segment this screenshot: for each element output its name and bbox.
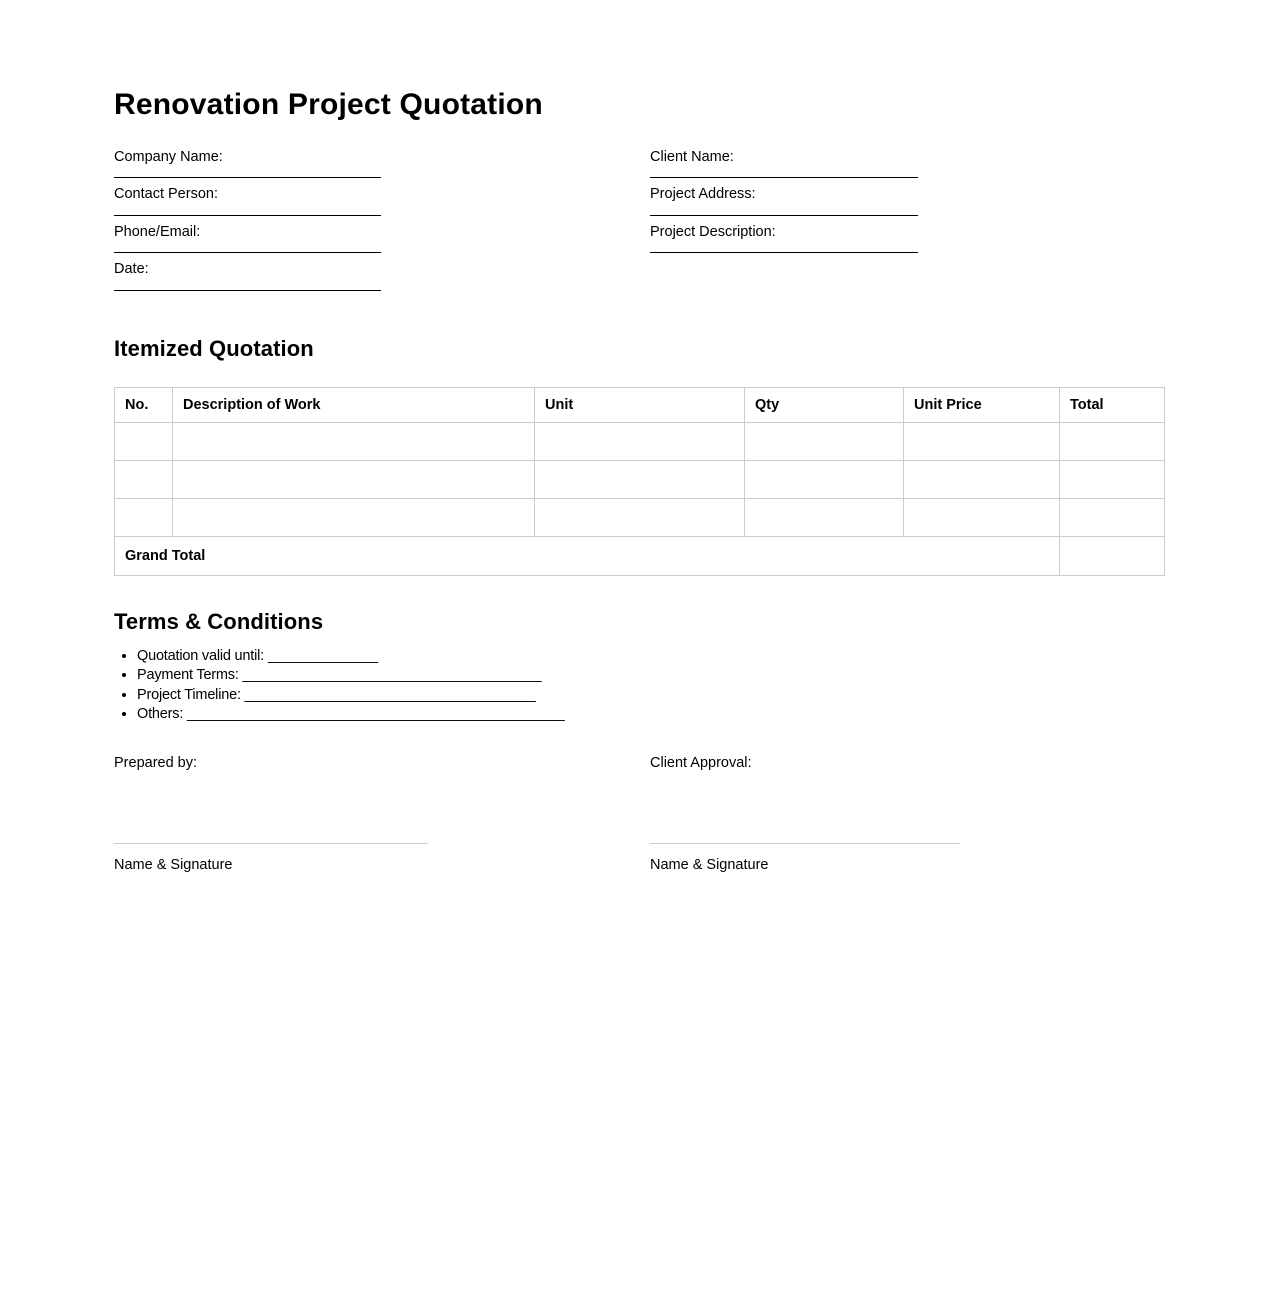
- list-item: [137, 647, 1164, 667]
- field-phone-email[interactable]: [114, 216, 381, 254]
- itemized-quotation-heading: Itemized Quotation: [114, 335, 314, 361]
- cell-description[interactable]: [173, 422, 535, 460]
- field-client-name-label: Client Name:: [650, 148, 734, 165]
- cell-qty[interactable]: [745, 498, 904, 536]
- grand-total-value[interactable]: [1060, 536, 1165, 575]
- cell-unit-price[interactable]: [904, 498, 1060, 536]
- column-header-unit-price: Unit Price: [904, 387, 1060, 422]
- cell-qty[interactable]: [745, 460, 904, 498]
- document-page: [114, 0, 1164, 876]
- signature-block-client-approval: [650, 756, 960, 873]
- prepared-by-label: Prepared by:: [114, 754, 198, 771]
- cell-qty[interactable]: [745, 422, 904, 460]
- cell-unit[interactable]: [535, 498, 745, 536]
- grand-total-label: Grand Total: [115, 536, 1060, 575]
- field-project-description[interactable]: [650, 216, 918, 254]
- field-project-description-label: Project Description:: [650, 223, 776, 240]
- cell-description[interactable]: [173, 498, 535, 536]
- table-row: [115, 422, 1165, 460]
- column-header-description: Description of Work: [173, 387, 535, 422]
- list-item: [137, 686, 1164, 706]
- signature-area: [114, 756, 1164, 876]
- client-approval-signature-line[interactable]: [650, 770, 960, 844]
- terms-list: [114, 647, 1164, 725]
- client-approval-caption: Name & Signature: [650, 857, 769, 873]
- field-phone-email-label: Phone/Email:: [114, 223, 201, 240]
- header-fields-right-column: [650, 147, 918, 254]
- grand-total-row: [115, 536, 1165, 575]
- field-client-name[interactable]: [650, 147, 918, 179]
- header-fields-left-column: [114, 147, 381, 291]
- page-title: Renovation Project Quotation: [114, 88, 543, 121]
- list-item: [137, 705, 1164, 725]
- table-header-row: [115, 387, 1165, 422]
- field-project-address-label: Project Address:: [650, 186, 756, 202]
- cell-description[interactable]: [173, 460, 535, 498]
- field-contact-person-label: Contact Person:: [114, 186, 218, 202]
- cell-unit-price[interactable]: [904, 422, 1060, 460]
- field-date[interactable]: [114, 253, 381, 291]
- cell-unit[interactable]: [535, 422, 745, 460]
- term-quotation-valid-until[interactable]: Quotation valid until: ______________: [137, 647, 378, 664]
- cell-unit-price[interactable]: [904, 460, 1060, 498]
- cell-no[interactable]: [115, 498, 173, 536]
- cell-no[interactable]: [115, 422, 173, 460]
- term-payment-terms[interactable]: Payment Terms: ______________________________________: [137, 667, 542, 683]
- cell-total[interactable]: [1060, 460, 1165, 498]
- cell-total[interactable]: [1060, 498, 1165, 536]
- header-fields: [114, 147, 1164, 305]
- cell-unit[interactable]: [535, 460, 745, 498]
- column-header-unit: Unit: [535, 387, 745, 422]
- field-company-name-label: Company Name:: [114, 148, 223, 165]
- list-item: [137, 666, 1164, 686]
- itemized-quotation-table: [114, 387, 1165, 576]
- table-row: [115, 460, 1165, 498]
- field-date-label: Date:: [114, 261, 149, 277]
- prepared-by-caption: Name & Signature: [114, 857, 233, 873]
- field-project-address[interactable]: [650, 178, 918, 216]
- column-header-total: Total: [1060, 387, 1165, 422]
- field-contact-person[interactable]: [114, 178, 381, 216]
- prepared-by-signature-line[interactable]: [114, 770, 428, 844]
- client-approval-label: Client Approval:: [650, 754, 752, 771]
- signature-block-prepared-by: [114, 756, 428, 873]
- terms-and-conditions-heading: Terms & Conditions: [114, 608, 324, 634]
- column-header-qty: Qty: [745, 387, 904, 422]
- table-row: [115, 498, 1165, 536]
- term-others[interactable]: Others: ________________________________________________: [137, 706, 565, 722]
- column-header-no: No.: [115, 387, 173, 422]
- cell-no[interactable]: [115, 460, 173, 498]
- field-company-name[interactable]: [114, 147, 381, 179]
- term-project-timeline[interactable]: Project Timeline: _____________________________________: [137, 686, 536, 703]
- cell-total[interactable]: [1060, 422, 1165, 460]
